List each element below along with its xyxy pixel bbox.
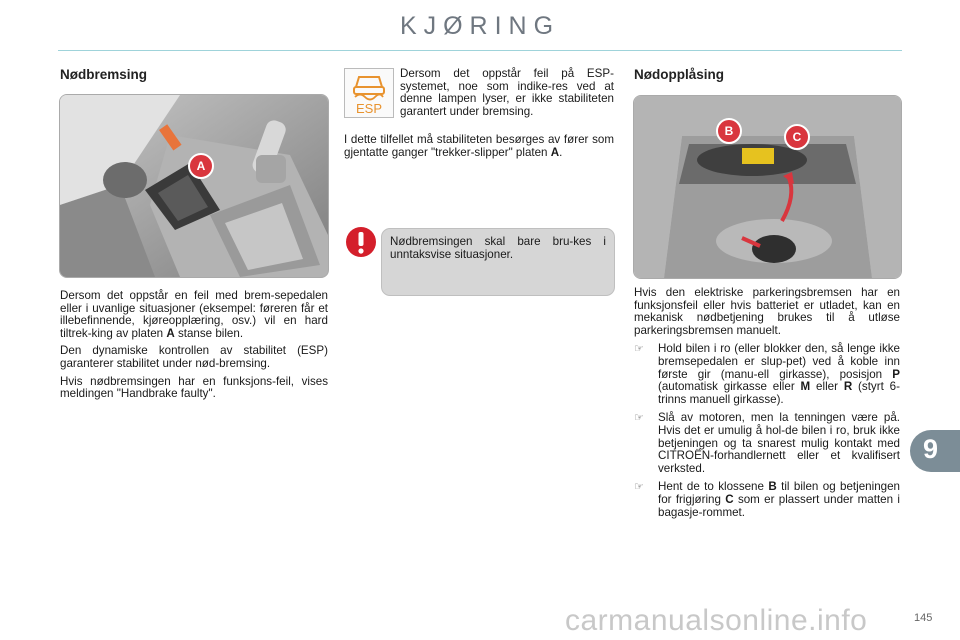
bold-ref: A — [166, 326, 175, 340]
trunk-photo — [633, 95, 902, 279]
text-span: (automatisk girkasse eller — [658, 380, 795, 394]
list-item — [634, 412, 900, 475]
text-span: som er plassert under matten i bagasje-rommet. — [658, 492, 900, 519]
callout-label-a: A — [188, 153, 214, 179]
pointing-hand-icon: ☞ — [634, 343, 644, 356]
bold-ref: A — [550, 145, 560, 159]
watermark: carmanualsonline.info — [565, 604, 868, 637]
section-heading-emergency-release: Nødopplåsing — [634, 67, 724, 82]
pointing-hand-icon: ☞ — [634, 481, 644, 494]
text-span: Hent de to klossene — [658, 480, 764, 494]
bold-ref: C — [725, 492, 734, 506]
text-span: til bilen og betjeningen for frigjøring — [658, 480, 900, 506]
text-span: I dette tilfellet må stabiliteten besørges av fører som gjentatte ganger "trekker-slipper" platen — [344, 133, 614, 159]
left-body-text — [60, 290, 328, 401]
text-span: (styrt 6-trinns manuell girkasse). — [658, 380, 900, 406]
pointing-hand-icon: ☞ — [634, 412, 644, 425]
text-span: Dersom det oppstår en feil med brem-sepedalen eller i uvanlige situasjoner (eksempel: føreren får et illebefinnende, kjøreopplæring, osv.) vil en hard tiltrek-king av platen — [60, 289, 328, 340]
text-span: Slå av motoren, men la tenningen være på. Hvis det er umulig å hol-de bilen i ro, bruk ikke betjeningen og ta snarest mulig kontakt med CITROËN-forhandlernett eller et kvalifisert verksted. — [658, 411, 900, 475]
text-span: Hold bilen i ro (eller blokker den, så lenge ikke bremsepedalen er slup-pet) ved å koble inn første gir (manu-ell girkasse), posisjon — [658, 342, 900, 381]
paragraph: Hvis nødbremsingen har en funksjons-feil, vises meldingen "Handbrake faulty". — [60, 374, 328, 401]
header-divider — [58, 50, 902, 51]
esp-icon-label: ESP — [355, 101, 383, 116]
esp-text: Dersom det oppstår feil på ESP-systemet, noe som indike-res ved at denne lampen lyser, er ikke stabiliteten garantert under bremsing. — [400, 67, 614, 118]
paragraph — [60, 290, 328, 340]
text-span: . — [559, 145, 563, 159]
page-title: KJØRING — [399, 12, 561, 40]
callout-label-b: B — [716, 118, 742, 144]
bold-ref: P — [892, 367, 900, 381]
parking-brake-photo — [59, 94, 329, 278]
middle-body-text — [344, 134, 614, 159]
right-body-text — [634, 287, 900, 519]
list-item — [634, 481, 900, 519]
callout-label-c: C — [784, 124, 810, 150]
esp-warning-icon — [344, 68, 394, 118]
section-heading-emergency-braking: Nødbremsing — [60, 67, 148, 82]
paragraph: Den dynamiske kontrollen av stabilitet (ESP) garanterer stabilitet under nød-bremsing. — [60, 344, 328, 370]
text-span: eller — [816, 380, 838, 394]
list-item — [634, 343, 900, 406]
exclamation-icon — [345, 226, 377, 258]
text-span: stanse bilen. — [177, 326, 244, 340]
bold-ref: M — [800, 380, 811, 394]
chapter-number: 9 — [923, 434, 939, 464]
page-number: 145 — [914, 612, 933, 624]
paragraph — [344, 134, 614, 159]
bold-ref: B — [768, 480, 777, 494]
intro-paragraph: Hvis den elektriske parkeringsbremsen har en funksjonsfeil eller hvis batteriet er utladet, kan en mekanisk nødbetjening brukes til å utløse parkeringsbremsen manuelt. — [634, 286, 900, 337]
bold-ref: R — [843, 380, 853, 394]
warning-text: Nødbremsingen skal bare bru-kes i unntaksvise situasjoner. — [390, 235, 606, 261]
